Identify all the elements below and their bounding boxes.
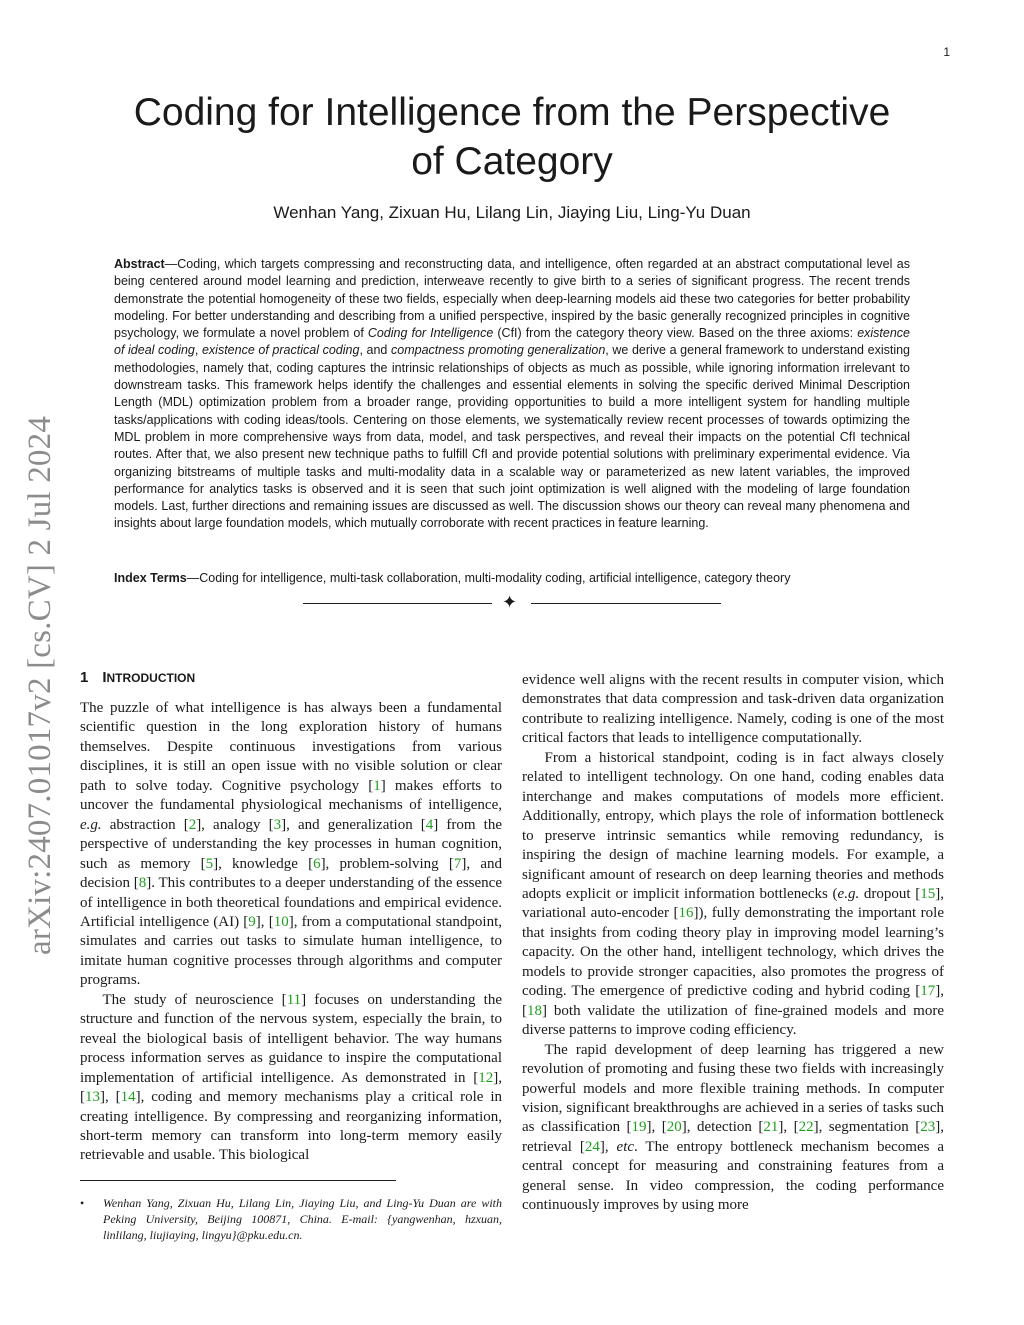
abstract-text-1: —Coding, which targets compressing and reconstructing data, and intelligence, often regarded at an abstract computational level as being centered around model learning and prediction, interweave recently to give birth to a series of significant progress. The recent trends demonstrate the potential homogeneity of these two fields, especially when deep-learning models aid these two categories for better probability modeling. For better understanding and describing from a unified perspective, inspired by the basic generally recognized principles in cognitive psychology, we formulate a novel problem of (114, 257, 910, 341)
section-title-capital: I (102, 669, 107, 686)
italic-term: etc (616, 1138, 635, 1155)
citation-link[interactable]: 7 (453, 855, 462, 872)
text-segment: ], coding and memory mechanisms play a critical role in creating intelligence. By compressing and reorganizing information, short-term memory can transform into long-term memory easily retrievable and usable. This biological (80, 1089, 502, 1164)
text-segment: ], [ (80, 1069, 502, 1106)
text-segment: ], detection [ (681, 1119, 764, 1136)
text-segment: ], [ (778, 1119, 799, 1136)
text-segment: ], knowledge [ (213, 855, 314, 872)
text-segment: dropout [ (859, 885, 921, 902)
citation-link[interactable]: 19 (631, 1119, 647, 1136)
section-heading (80, 668, 502, 687)
text-segment: The rapid development of deep learning has triggered a new revolution of promoting and fusing these two fields with increasingly powerful models and more flexible training methods. In computer vision, significant breakthroughs are achieved in a series of tasks such as classification [ (522, 1041, 944, 1136)
citation-link[interactable]: 18 (527, 1002, 542, 1019)
abstract-separator: , (194, 343, 202, 358)
arxiv-identifier-stamp: arXiv:2407.01017v2 [cs.CV] 2 Jul 2024 (22, 415, 58, 955)
text-segment: From a historical standpoint, coding is in fact always closely related to intelligent technology. On one hand, coding enables data interchange and makes computations of models more efficient. Additionally, entropy, which plays the role of information bottleneck to preserve intrinsic semantics while removing redundancy, is inspiring the design of machine learning models. For example, a significant amount of research on deep learning theories and methods adopts explicit or implicit information bottlenecks ( (522, 749, 944, 902)
citation-link[interactable]: 11 (286, 991, 302, 1008)
right-column (522, 671, 944, 1216)
citation-link[interactable]: 22 (798, 1119, 814, 1136)
index-terms (114, 570, 910, 587)
text-segment: ], [ (100, 1089, 121, 1106)
text-segment: ], [ (646, 1119, 667, 1136)
text-segment: ], [ (255, 913, 274, 930)
text-segment: ], problem-solving [ (320, 855, 454, 872)
paragraph (80, 991, 502, 1166)
text-segment: The study of neuroscience [ (102, 991, 287, 1008)
abstract-text-3: , we derive a general framework to understand existing methodologies, namely that, coding captures the intrinsic relationships of objects as much as possible, while ignoring information irrelevant to downstream tasks. This framework helps identify the challenges and essential elements in solving the specific derived Minimal Description Length (MDL) optimization problem from a broader range, providing opportunities to build a more intelligent system for handling multiple tasks/applications with coding ideas/tools. Centering on those elements, we systematically review recent processes of towards optimizing the MDL problem in more comprehensive ways from data, model, and task perspectives, and reveal their impacts on the potential CfI technical routes. After that, we also present new technique paths to fulfill CfI and provide potential solutions with preliminary experimental evidence. Via organizing bitstreams of multiple tasks and multi-modality data in a scalable way or parameterized as new latent variables, the improved performance for analytics tasks is observed and it is seen that such joint optimization is well aligned with the modeling of large foundation models. Last, further directions and remaining issues are discussed as well. The discussion shows our theory can reveal many phenomena and insights about large foundation models, which mutually corroborate with recent practices in feature learning. (114, 343, 911, 531)
text-segment: abstraction [ (101, 816, 189, 833)
citation-link[interactable]: 12 (478, 1069, 494, 1086)
citation-link[interactable]: 13 (85, 1089, 100, 1106)
citation-link[interactable]: 9 (248, 913, 256, 930)
citation-link[interactable]: 1 (373, 777, 381, 794)
abstract-axiom-2: existence of practical coding (201, 343, 360, 358)
author-list: Wenhan Yang, Zixuan Hu, Lilang Lin, Jiaying Liu, Ling-Yu Duan (273, 203, 751, 222)
footnote-bullet: • (80, 1196, 85, 1210)
citation-link[interactable]: 23 (920, 1119, 936, 1136)
text-segment: ] both validate the utilization of fine-grained models and more diverse patterns to improve coding efficiency. (522, 1002, 944, 1039)
citation-link[interactable]: 10 (273, 913, 289, 930)
left-column (80, 668, 502, 1166)
citation-link[interactable]: 4 (425, 816, 434, 833)
title-line-1: Coding for Intelligence from the Perspective (133, 91, 891, 134)
section-title-rest: NTRODUCTION (106, 671, 196, 685)
footnote-text: Wenhan Yang, Zixuan Hu, Lilang Lin, Jiaying Liu, and Ling-Yu Duan are with Peking University, Beijing 100871, China. E-mail: {yangwenhan, hzxuan, linlilang, liujiaying, lingyu}@pku.edu.cn. (103, 1196, 502, 1242)
text-segment: The puzzle of what intelligence is has always been a fundamental scientific question in the long exploration history of humans themselves. Despite continuous investigations from various disciplines, it is still an open issue with no visible solution or clear path to solve today. Cognitive psychology [ (80, 700, 502, 794)
footnote-rule (80, 1180, 396, 1181)
paragraph (522, 1041, 944, 1216)
text-segment: ]. This contributes to a deeper understanding of the essence of intelligence in both theoretical foundations and empirical evidence. Artificial intelligence (AI) [ (80, 875, 502, 930)
italic-term: e.g. (837, 885, 860, 902)
section-title (102, 669, 195, 686)
abstract-text-2: (CfI) from the category theory view. Based on the three axioms: (493, 326, 858, 341)
citation-link[interactable]: 3 (273, 816, 282, 833)
text-segment: ] focuses on understanding the structure and function of the nervous system, especially the brain, to reveal the biological basis of intelligent behavior. The way humans process information serves as guidance to inspire the computational implementation of artificial intelligence. As demonstrated in [ (80, 991, 502, 1086)
citation-link[interactable]: 21 (763, 1119, 779, 1136)
text-segment: ] makes efforts to uncover the fundamental physiological mechanisms of intelligence, (80, 777, 502, 814)
citation-link[interactable]: 8 (138, 875, 147, 892)
citation-link[interactable]: 16 (678, 905, 694, 922)
citation-link[interactable]: 6 (313, 855, 321, 872)
index-terms-label: Index Terms (114, 571, 187, 585)
abstract-label: Abstract (114, 257, 165, 271)
text-segment: ], (599, 1138, 617, 1155)
abstract-separator: , and (359, 343, 391, 358)
text-segment: ], and decision [ (80, 855, 502, 892)
page-number: 1 (943, 45, 950, 59)
text-segment: ], [ (522, 983, 944, 1019)
index-terms-text: —Coding for intelligence, multi-task collaboration, multi-modality coding, artificial intelligence, category theory (186, 571, 791, 585)
paper-title (100, 88, 924, 186)
citation-link[interactable]: 17 (920, 983, 936, 1000)
text-segment: ], segmentation [ (813, 1119, 921, 1136)
citation-link[interactable]: 2 (188, 816, 197, 833)
divider-diamond-icon: ✦ (502, 592, 518, 612)
abstract-axiom-3: compactness promoting generalization (391, 343, 606, 358)
text-segment: ], variational auto-encoder [ (522, 885, 944, 922)
citation-link[interactable]: 20 (666, 1119, 682, 1136)
citation-link[interactable]: 15 (920, 885, 936, 902)
citation-link[interactable]: 5 (205, 855, 214, 872)
divider-rule-left (303, 603, 492, 604)
citation-link[interactable]: 24 (584, 1138, 600, 1155)
paragraph (80, 699, 502, 991)
paragraph: evidence well aligns with the recent results in computer vision, which demonstrates that data compression and task-driven data organization contribute to realizing intelligence. Namely, coding is one of the most critical factors that leads to intelligence computationally. (522, 672, 944, 747)
text-segment: . The entropy bottleneck mechanism becomes a central concept for measuring and constraining features from a general sense. In video compression, the coding performance continuously improves by using more (522, 1138, 944, 1214)
abstract (114, 256, 910, 533)
text-segment: ] from the perspective of understanding the key processes in human cognition, such as memory [ (80, 816, 502, 872)
section-number: 1 (80, 669, 89, 686)
paragraph (522, 749, 944, 1041)
text-segment: ], retrieval [ (522, 1119, 944, 1155)
title-line-2: of Category (411, 140, 613, 183)
text-segment: ], and generalization [ (281, 816, 426, 833)
footnote (80, 1195, 502, 1243)
text-segment: ], from a computational standpoint, simulates and carries out tasks to simulate human intelligence, to imitate human cognitive processes through algorithms and computer programs. (80, 913, 503, 989)
text-segment: ]), fully demonstrating the important role that insights from coding theory play in improving model learning’s capacity. On the other hand, intelligent technology, which drives the models to provide stronger capacities, also promotes the progress of coding. The emergence of predictive coding and hybrid coding [ (522, 905, 944, 1000)
text-segment: ], analogy [ (196, 816, 274, 833)
abstract-axiom-1: existence of ideal coding (114, 326, 910, 358)
divider-rule-right (531, 603, 721, 604)
citation-link[interactable]: 14 (120, 1089, 136, 1106)
italic-term: e.g. (80, 816, 102, 833)
abstract-cfi-term: Coding for Intelligence (367, 326, 494, 341)
